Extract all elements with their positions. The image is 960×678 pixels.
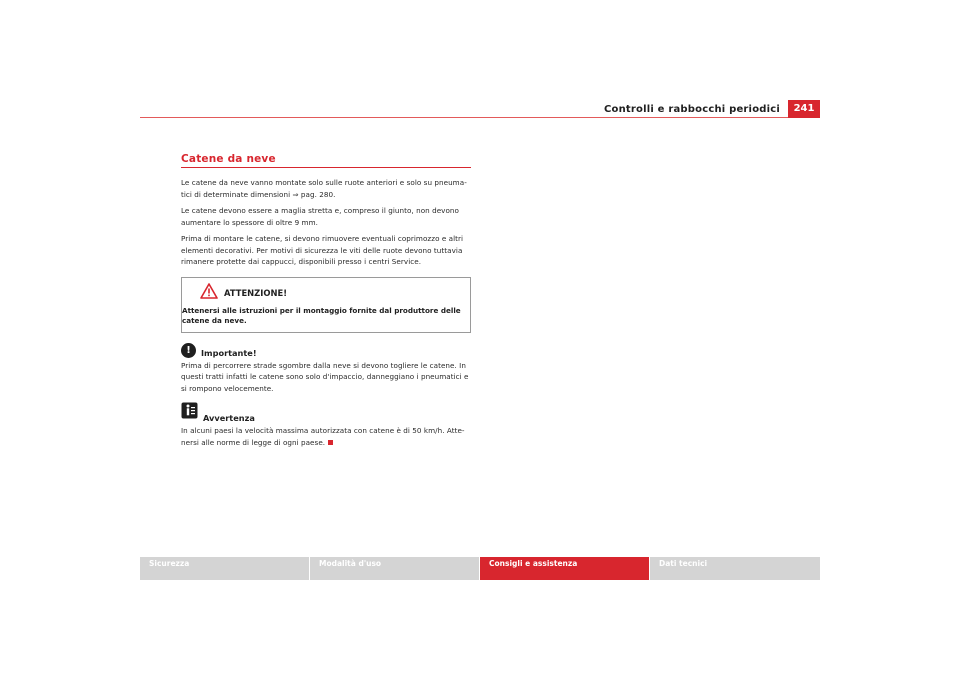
important-title: Importante! [201, 347, 257, 358]
paragraph-2 [181, 205, 471, 228]
page-reference-link[interactable]: ⇒ pag. 280. [292, 189, 336, 199]
important-text: Prima di percorrere strade sgombre dalla neve si devono togliere le catene. In questi tratti infatti le catene sono solo d'impaccio, danneggiano i pneumatici e si rompono velocemente. [181, 360, 469, 393]
header-rule [140, 117, 820, 118]
footer-tab-consigli-e-assistenza[interactable]: Consigli e assistenza [480, 557, 649, 580]
exclamation-circle-icon: ! [181, 343, 196, 358]
paragraph-3-text: Prima di montare le catene, si devono rimuovere eventuali coprimozzo e altri elementi decorativi. Per motivi di sicurezza le viti delle ruote devono tuttavia rimanere protette dai cappucci, disponibili presso i centri Service. [181, 234, 464, 266]
footer-tab-modalita-duso[interactable]: Modalità d'uso [310, 557, 479, 580]
paragraph-3 [181, 233, 471, 268]
paragraph-1 [181, 177, 471, 200]
section-title: Catene da neve [181, 153, 471, 168]
running-header-title: Controlli e rabbocchi periodici [604, 104, 780, 115]
note-title: Avvertenza [203, 413, 255, 423]
note-paragraph [181, 425, 471, 448]
warning-title: ATTENZIONE! [224, 287, 288, 298]
paragraph-1-text: Le catene da neve vanno montate solo sulle ruote anteriori e solo su pneuma-tici di determinate dimensioni [181, 178, 467, 199]
note-text: In alcuni paesi la velocità massima autorizzata con catene è di 50 km/h. Atte-nersi alle norme di legge di ogni paese. [181, 426, 465, 447]
warning-triangle-icon [200, 283, 218, 303]
paragraph-2-text: Le catene devono essere a maglia stretta e, compreso il giunto, non devono aumentare lo spessore di oltre 9 mm. [181, 206, 459, 227]
warning-text: Attenersi alle istruzioni per il montaggio fornite dal produttore delle catene da neve. [182, 305, 461, 325]
note-header [181, 402, 471, 423]
end-of-section-marker [328, 440, 333, 445]
info-note-icon [181, 402, 198, 423]
footer-tab-sicurezza[interactable]: Sicurezza [140, 557, 309, 580]
warning-header [200, 283, 465, 303]
important-header [181, 343, 471, 358]
page-number-badge: 241 [788, 100, 820, 118]
footer-tab-dati-tecnici[interactable]: Dati tecnici [650, 557, 820, 580]
warning-box [181, 277, 471, 333]
main-content [181, 153, 471, 453]
